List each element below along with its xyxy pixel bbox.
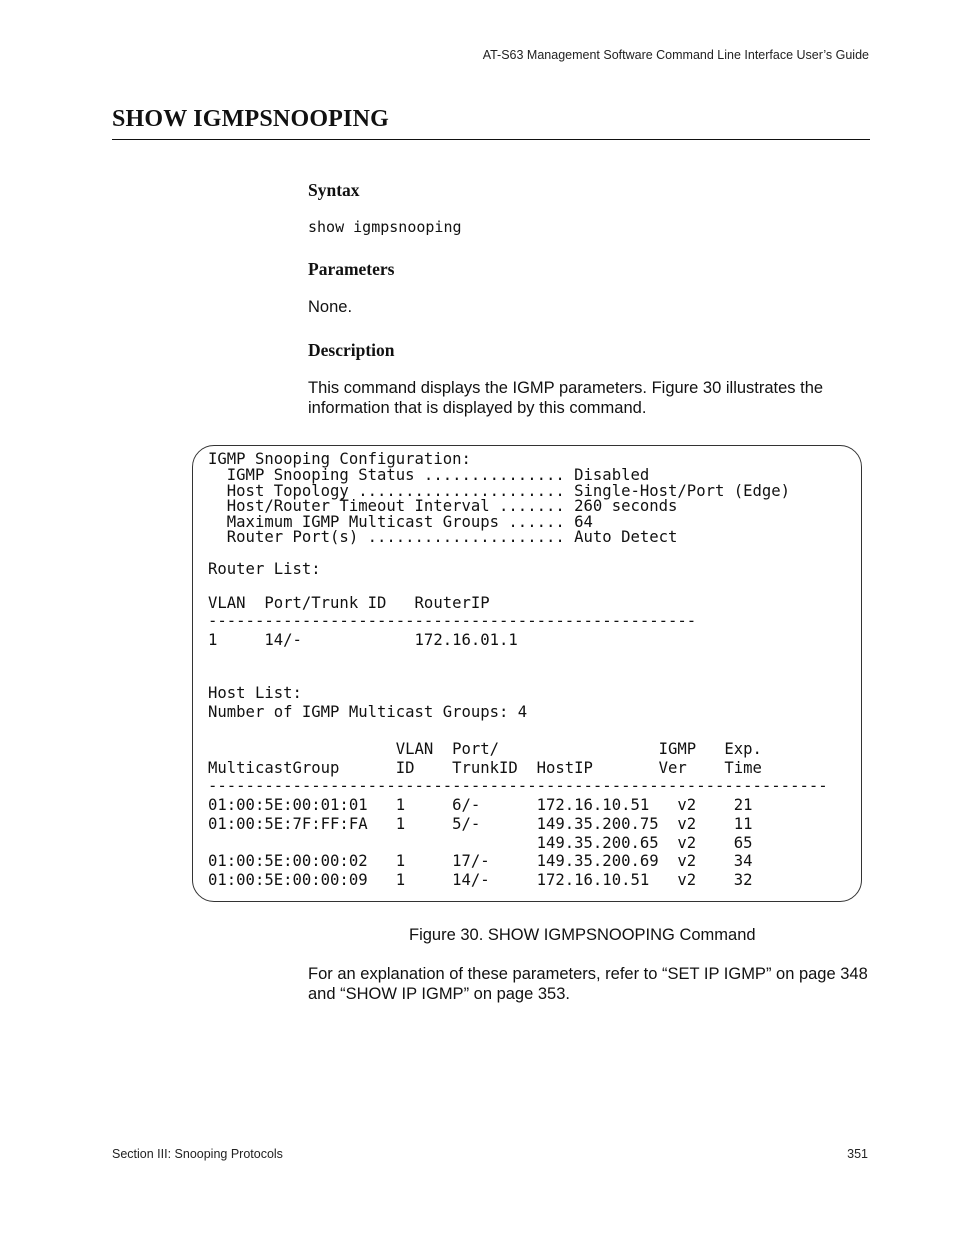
code-line: IGMP Snooping Configuration: — [208, 450, 471, 468]
code-line: Maximum IGMP Multicast Groups ...... 64 — [208, 513, 593, 531]
parameters-heading: Parameters — [308, 259, 395, 279]
page-title: SHOW IGMPSNOOPING — [112, 106, 389, 132]
code-line: 01:00:5E:00:01:01 1 6/- 172.16.10.51 v2 21 — [208, 796, 753, 814]
description-text: This command displays the IGMP parameters. Figure 30 illustrates the information that is displayed by this command. — [308, 379, 824, 417]
code-line: Router List: — [208, 560, 321, 578]
explanation-text: For an explanation of these parameters, refer to “SET IP IGMP” on page 348 and “SHOW IP IGMP” on page 353. — [308, 965, 868, 1003]
syntax-heading: Syntax — [308, 180, 360, 200]
code-line: VLAN Port/ IGMP Exp. — [208, 740, 762, 758]
code-line: 01:00:5E:00:00:09 1 14/- 172.16.10.51 v2 32 — [208, 871, 753, 889]
code-line: Host/Router Timeout Interval ....... 260 seconds — [208, 497, 678, 515]
code-line: Host Topology ...................... Single-Host/Port (Edge) — [208, 482, 791, 500]
code-line: 01:00:5E:00:00:02 1 17/- 149.35.200.69 v2 34 — [208, 852, 753, 870]
parameters-text: None. — [308, 298, 353, 316]
running-header: AT-S63 Management Software Command Line Interface User’s Guide — [482, 48, 869, 62]
title-rule — [112, 139, 870, 140]
code-line: VLAN Port/Trunk ID RouterIP — [208, 594, 490, 612]
syntax-command: show igmpsnooping — [308, 218, 462, 236]
page-number: 351 — [847, 1147, 868, 1161]
code-line: Number of IGMP Multicast Groups: 4 — [208, 703, 528, 721]
code-line: IGMP Snooping Status ............... Disabled — [208, 466, 650, 484]
code-line: 149.35.200.65 v2 65 — [208, 834, 753, 852]
code-line: Host List: — [208, 684, 302, 702]
figure-caption: Figure 30. SHOW IGMPSNOOPING Command — [409, 926, 756, 944]
code-line: ---------------------------------------------------- — [208, 612, 697, 630]
code-line: MulticastGroup ID TrunkID HostIP Ver Time — [208, 759, 762, 777]
code-line: 01:00:5E:7F:FF:FA 1 5/- 149.35.200.75 v2 11 — [208, 815, 753, 833]
code-line: ------------------------------------------------------------------ — [208, 777, 828, 795]
description-heading: Description — [308, 340, 395, 360]
code-line: 1 14/- 172.16.01.1 — [208, 631, 518, 649]
code-line: Router Port(s) ..................... Auto Detect — [208, 528, 678, 546]
footer-section: Section III: Snooping Protocols — [112, 1147, 283, 1161]
